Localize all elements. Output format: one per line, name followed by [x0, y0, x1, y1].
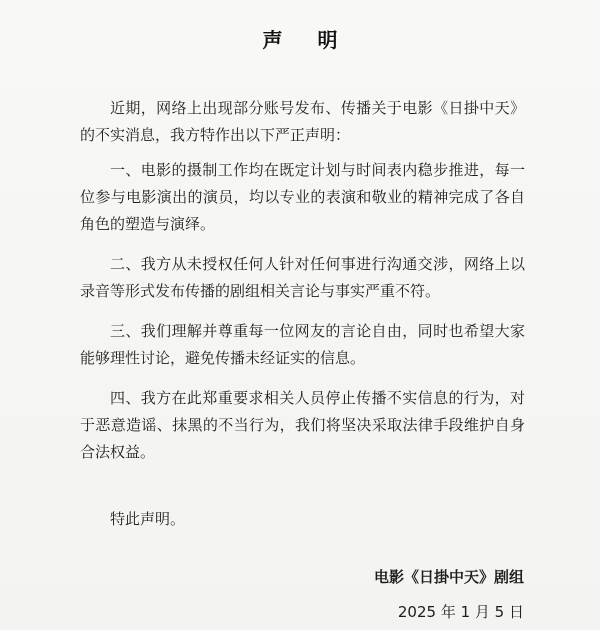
- point-four-paragraph: 四、我方在此郑重要求相关人员停止传播不实信息的行为，对于恶意造谣、抹黑的不当行为，我们将坚决采取法律手段维护自身合法权益。: [80, 389, 525, 461]
- point-three-paragraph: 三、我们理解并尊重每一位网友的言论自由，同时也希望大家能够理性讨论，避免传播未经证实的信息。: [80, 322, 525, 367]
- closing-paragraph: 特此声明。: [110, 510, 186, 528]
- signature-block: [374, 560, 524, 630]
- signature-organization: 电影《日掛中天》剧组: [373, 568, 524, 586]
- point-one-paragraph: 一、电影的摄制工作均在既定计划与时间表内稳步推进，每一位参与电影演出的演员，均以专业的表演和敬业的精神完成了各自角色的塑造与演绎。: [80, 161, 525, 233]
- intro-paragraph: 近期，网络上出现部分账号发布、传播关于电影《日掛中天》的不实消息，我方特作出以下严正声明：: [80, 99, 525, 144]
- point-two-paragraph: 二、我方从未授权任何人针对任何事进行沟通交涉，网络上以录音等形式发布传播的剧组相关言论与事实严重不符。: [80, 255, 525, 300]
- document-title: 声 明: [262, 28, 352, 52]
- signature-date: 2025 年 1 月 5 日: [397, 603, 524, 621]
- statement-body: [80, 95, 525, 466]
